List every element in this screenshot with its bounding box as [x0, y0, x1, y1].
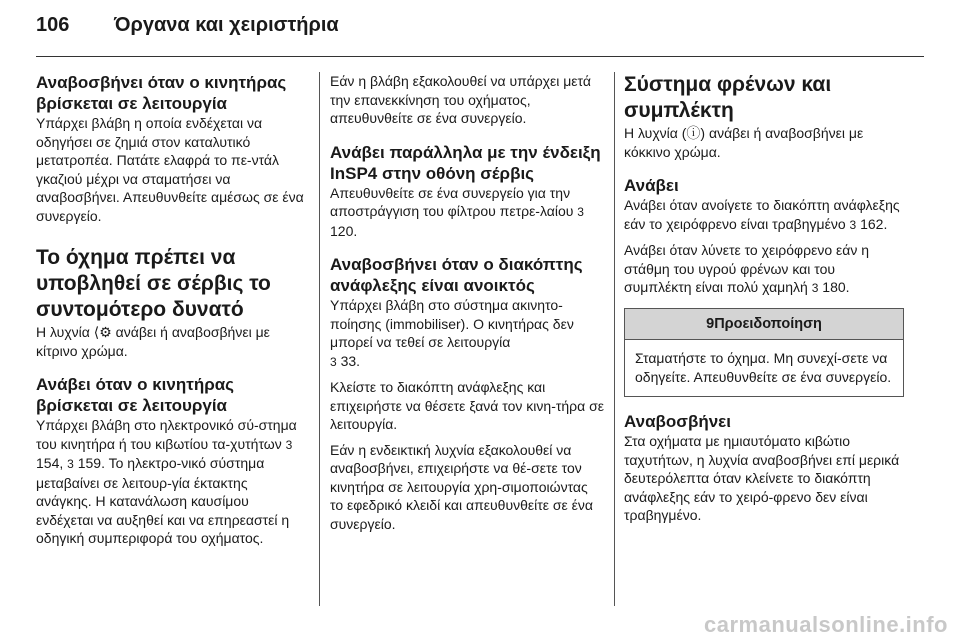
paragraph: Ανάβει όταν λύνετε το χειρόφρενο εάν η στάθμη του υγρού φρένων και του συμπλέκτη είναι πολύ χαμηλή 3 180. — [624, 242, 870, 295]
paragraph: Ανάβει όταν ανοίγετε το διακόπτη ανάφλεξης εάν το χειρόφρενο είναι τραβηγμένο 3 162. — [624, 197, 900, 232]
paragraph: Στα οχήματα με ημιαυτόματο κιβώτιο ταχυτήτων, η λυχνία αναβοσβήνει επί μερικά δευτερόλεπτα όταν κλείνετε το διακόπτη ανάφλεξης εάν το χειρό-φρενο δεν είναι τραβηγμένο. — [624, 433, 900, 523]
section-flashing — [624, 411, 904, 525]
section-heading: Αναβοσβήνει — [624, 412, 731, 431]
paragraph: Εάν η βλάβη εξακολουθεί να υπάρχει μετά την επανεκκίνηση του οχήματος, απευθυνθείτε σε ένα συνεργείο. — [330, 73, 591, 126]
paragraph: Η λυχνία (ⓘ) ανάβει ή αναβοσβήνει με κόκκινο χρώμα. — [624, 125, 864, 160]
section-heading: Σύστημα φρένων και συμπλέκτη — [624, 73, 832, 122]
column-3 — [624, 72, 904, 606]
warning-text: Σταματήστε το όχημα. Μη συνεχί-σετε να οδηγείτε. Απευθυνθείτε σε ένα συνεργείο. — [635, 350, 892, 385]
section-lit — [624, 175, 904, 298]
brake-warning-icon: (ⓘ) — [681, 125, 706, 141]
warning-title: Προειδοποίηση — [714, 315, 822, 332]
page-ref-icon: 3 — [849, 217, 857, 232]
section-immobiliser — [330, 254, 604, 533]
page-number: 106 — [36, 14, 70, 36]
page-ref[interactable]: 120 — [330, 222, 354, 239]
column-divider — [614, 72, 615, 606]
section-heading: Αναβοσβήνει όταν ο κινητήρας βρίσκεται σε λειτουργία — [36, 73, 287, 113]
watermark: carmanualsonline.info — [704, 612, 948, 637]
section-brake-clutch — [624, 72, 904, 161]
page-ref[interactable]: 33 — [340, 352, 357, 369]
section-lit-engine-running — [36, 374, 306, 548]
page-header — [36, 14, 339, 50]
column-1 — [36, 72, 306, 606]
warning-triangle-icon: 9 — [706, 315, 715, 332]
page-ref[interactable]: 162 — [860, 215, 884, 232]
paragraph: Υπάρχει βλάβη στο ηλεκτρονικό σύ-στημα του κινητήρα ή του κιβωτίου τα-χυτήτων 3 154, 3 159. Το ηλεκτρο-νικό σύστημα μεταβαίνει σε λειτουρ-γία έκτακτης ανάγκης. Η κατανάλωση καυσίμου ενδέχεται να αυξηθεί και να επηρεαστεί η οδηγική συμπεριφορά του οχήματος. — [36, 417, 297, 546]
paragraph: Κλείστε το διακόπτη ανάφλεξης και επιχειρήστε να θέσετε ξανά τον κινη-τήρα σε λειτουργία. — [330, 379, 604, 432]
section-heading: Ανάβει όταν ο κινητήρας βρίσκεται σε λειτουργία — [36, 375, 235, 415]
section-heading: Το όχημα πρέπει να υποβληθεί σε σέρβις το συντομότερο δυνατό — [36, 246, 271, 321]
paragraph: Η λυχνία ⟨⚙ ανάβει ή αναβοσβήνει με κίτρινο χρώμα. — [36, 324, 270, 359]
paragraph: Εάν η ενδεικτική λυχνία εξακολουθεί να αναβοσβήνει, επιχειρήστε να θέ-σετε τον κινητήρα σε λειτουργία χρη-σιμοποιώντας το εφεδρικό κλειδί και απευθυνθείτε σε ένα συνεργείο. — [330, 441, 594, 532]
page-ref[interactable]: 180 — [822, 279, 846, 295]
page-ref-icon: 3 — [285, 437, 293, 452]
warning-header — [625, 309, 903, 341]
section-heading: Αναβοσβήνει όταν ο διακόπτης ανάφλεξης είναι ανοικτός — [330, 255, 583, 295]
paragraph: Υπάρχει βλάβη η οποία ενδέχεται να οδηγήσει σε ζημιά στον καταλυτικό μετατροπέα. Πατάτε ελαφρά το πε-ντάλ γκαζιού μέχρι να σταματήσει να αναβοσβήνει. Απευθυνθείτε αμέσως σε ένα συνεργείο. — [36, 115, 304, 224]
page-ref-icon: 3 — [330, 354, 337, 369]
page-ref[interactable]: 154 — [36, 455, 60, 471]
paragraph: Υπάρχει βλάβη στο σύστημα ακινητο-ποίησης (immobiliser). Ο κινητήρας δεν μπορεί να τεθεί σε λειτουργία 3 33. — [330, 297, 574, 369]
header-rule — [36, 56, 924, 57]
section-service-soon — [36, 245, 306, 360]
chapter-title: Όργανα και χειριστήρια — [114, 14, 339, 36]
paragraph: Απευθυνθείτε σε ένα συνεργείο για την αποστράγγιση του φίλτρου πετρε-λαίου 3 120. — [330, 184, 584, 239]
section-insp4 — [330, 142, 604, 241]
warning-box — [624, 308, 904, 398]
section-heading: Ανάβει — [624, 176, 679, 195]
column-divider — [319, 72, 320, 606]
section-flashing-engine-running — [36, 72, 306, 225]
page-ref-icon: 3 — [577, 205, 584, 219]
page-ref-icon: 3 — [811, 281, 819, 295]
section-heading: Ανάβει παράλληλα με την ένδειξη InSP4 στην οθόνη σέρβις — [330, 142, 601, 183]
page-ref-icon: 3 — [67, 457, 74, 471]
page-ref[interactable]: 159 — [77, 455, 102, 471]
column-2 — [330, 72, 604, 606]
engine-warning-icon: ⟨⚙ — [93, 324, 112, 340]
